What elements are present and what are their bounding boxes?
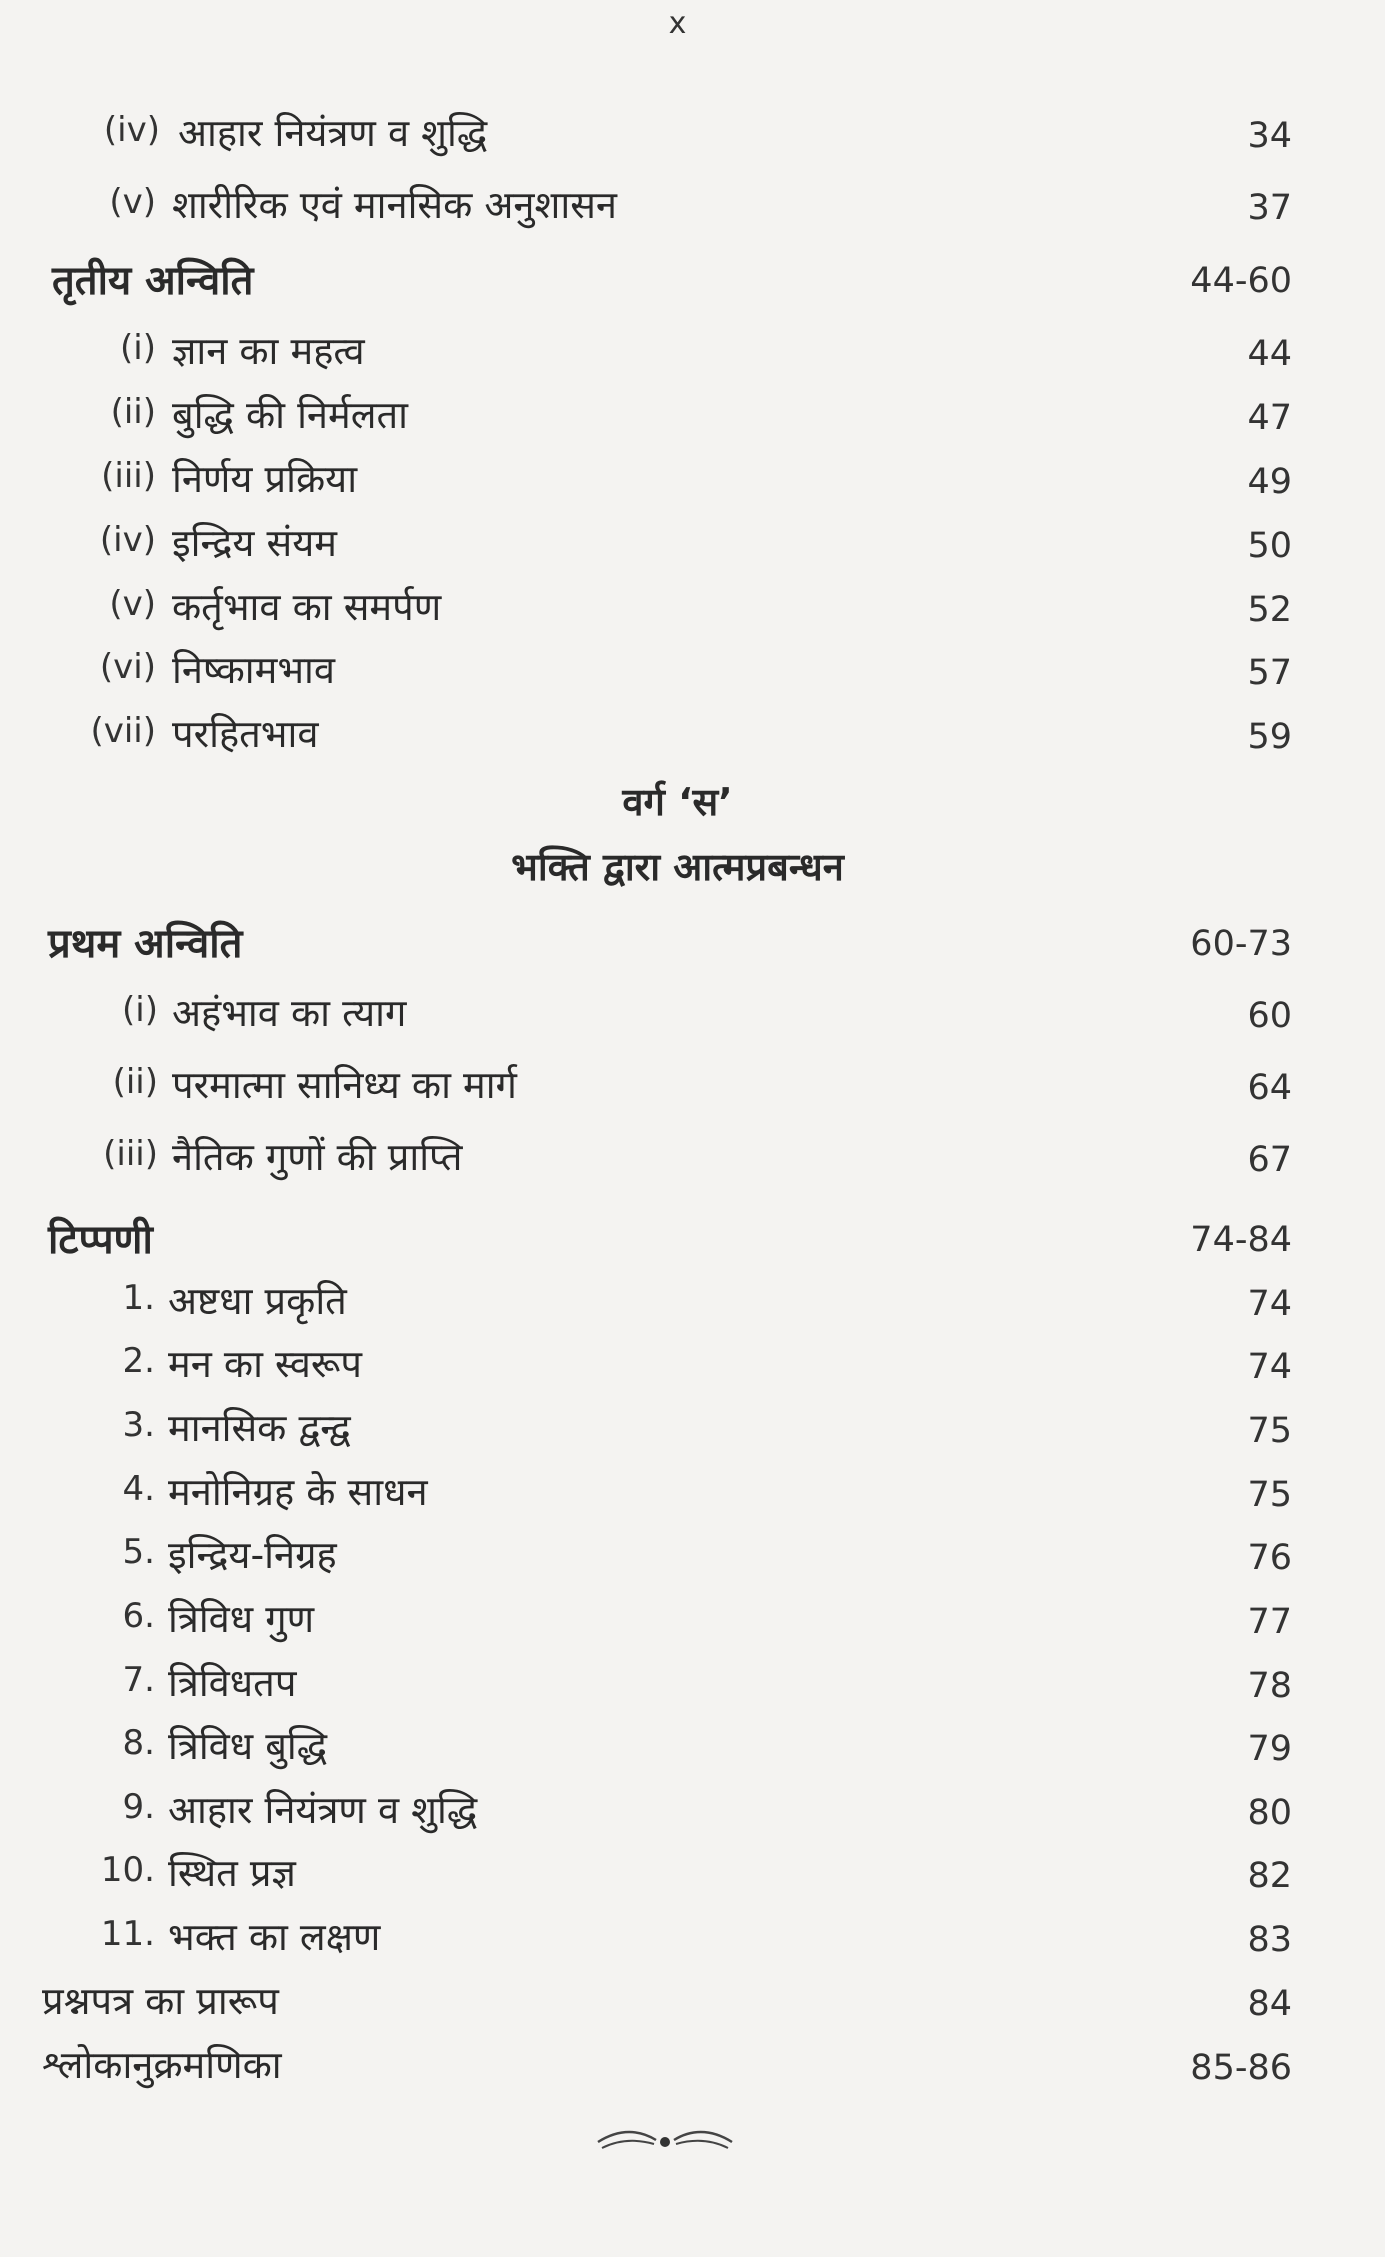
toc-entry-page: 79 (1247, 1729, 1292, 1769)
toc-entry-number: 11. (100, 1914, 155, 1954)
toc-entry-label: त्रिविधतप (168, 1661, 297, 1705)
toc-entry-label: इन्द्रिय-निग्रह (168, 1533, 337, 1577)
toc-entry-number: 4. (122, 1469, 155, 1509)
toc-entry-number: (i) (122, 990, 158, 1030)
toc-entry-page: 34 (1247, 116, 1292, 156)
toc-section-heading (0, 1204, 1385, 1264)
toc-entry-label: परमात्मा सानिध्य का मार्ग (172, 1063, 517, 1107)
toc-entry-label: स्थित प्रज्ञ (168, 1851, 296, 1895)
toc-entry-page: 76 (1247, 1538, 1292, 1578)
toc-entry-number: (i) (120, 328, 156, 368)
toc-entry (0, 1840, 1385, 1900)
toc-entry-label: त्रिविध गुण (168, 1597, 315, 1641)
toc-entry (0, 100, 1385, 160)
toc-entry-number: (iii) (103, 1134, 158, 1174)
ornament-icon (590, 2122, 740, 2158)
toc-entry (0, 1904, 1385, 1964)
toc-section-heading (0, 245, 1385, 305)
toc-entry (0, 1777, 1385, 1837)
toc-entry (0, 1124, 1385, 1184)
toc-entry-label: मनोनिग्रह के साधन (168, 1470, 428, 1514)
toc-entry-label: प्रश्नपत्र का प्रारूप (42, 1979, 279, 2023)
toc-entry (0, 2032, 1385, 2092)
toc-entry-page: 84 (1247, 1984, 1292, 2024)
toc-entry-number: 6. (122, 1596, 155, 1636)
toc-entry-number: 7. (122, 1660, 155, 1700)
toc-entry (0, 1395, 1385, 1455)
toc-entry-label: मानसिक द्वन्द्व (168, 1406, 351, 1450)
toc-entry (0, 446, 1385, 506)
toc-entry-number: (iii) (101, 456, 156, 496)
toc-entry-label: शारीरिक एवं मानसिक अनुशासन (172, 183, 617, 227)
toc-entry-number: 2. (122, 1341, 155, 1381)
toc-entry-page: 60 (1247, 996, 1292, 1036)
toc-entry-number: (iv) (103, 110, 160, 150)
toc-entry (0, 1968, 1385, 2028)
toc-entry-page: 82 (1247, 1856, 1292, 1896)
toc-entry (0, 318, 1385, 378)
toc-entry-page: 44 (1247, 334, 1292, 374)
toc-entry-page: 74 (1247, 1284, 1292, 1324)
toc-entry-page: 52 (1247, 590, 1292, 630)
toc-entry (0, 1268, 1385, 1328)
toc-entry-page: 50 (1247, 526, 1292, 566)
toc-entry-label: श्लोकानुक्रमणिका (42, 2043, 282, 2087)
toc-entry-page: 57 (1247, 653, 1292, 693)
toc-entry (0, 980, 1385, 1040)
toc-entry-number: (ii) (112, 1062, 158, 1102)
toc-entry-page: 60-73 (1190, 924, 1292, 964)
toc-entry-number: 3. (122, 1405, 155, 1445)
toc-entry (0, 1650, 1385, 1710)
toc-entry-label: नैतिक गुणों की प्राप्ति (172, 1135, 463, 1179)
toc-entry (0, 637, 1385, 697)
toc-entry-number: (v) (109, 182, 156, 222)
toc-entry-label: अष्टधा प्रकृति (168, 1279, 347, 1323)
toc-entry-page: 75 (1247, 1411, 1292, 1451)
toc-entry-page: 77 (1247, 1602, 1292, 1642)
toc-entry-page: 44-60 (1190, 261, 1292, 301)
toc-entry (0, 1522, 1385, 1582)
toc-entry (0, 701, 1385, 761)
toc-entry-page: 80 (1247, 1793, 1292, 1833)
toc-entry (0, 382, 1385, 442)
toc-entry (0, 172, 1385, 232)
toc-entry-page: 49 (1247, 462, 1292, 502)
toc-entry-number: (vii) (90, 711, 156, 751)
toc-entry-page: 74-84 (1190, 1220, 1292, 1260)
toc-entry-label: कर्तृभाव का समर्पण (172, 585, 442, 629)
toc-entry (0, 1586, 1385, 1646)
section-title: वर्ग ‘स’ (622, 780, 733, 824)
toc-entry (0, 1459, 1385, 1519)
toc-section-heading (0, 908, 1385, 968)
toc-entry-label: अहंभाव का त्याग (172, 991, 407, 1035)
toc-entry-label: टिप्पणी (48, 1217, 153, 1263)
toc-entry-number: 5. (122, 1532, 155, 1572)
toc-entry-number: (v) (109, 584, 156, 624)
toc-entry-number: 8. (122, 1723, 155, 1763)
toc-entry-number: 10. (100, 1850, 155, 1890)
toc-entry-label: आहार नियंत्रण व शुद्धि (178, 111, 488, 155)
toc-entry (0, 1052, 1385, 1112)
toc-entry-page: 74 (1247, 1347, 1292, 1387)
toc-entry (0, 1331, 1385, 1391)
toc-entry-page: 37 (1247, 188, 1292, 228)
toc-entry-label: तृतीय अन्विति (52, 258, 254, 304)
toc-entry-page: 59 (1247, 717, 1292, 757)
toc-entry-label: मन का स्वरूप (168, 1342, 363, 1386)
toc-entry-page: 47 (1247, 398, 1292, 438)
toc-entry-label: परहितभाव (172, 712, 319, 756)
page-number: x (668, 6, 687, 41)
toc-entry-number: (iv) (99, 520, 156, 560)
toc-entry-label: इन्द्रिय संयम (172, 521, 337, 565)
toc-entry-label: निर्णय प्रक्रिया (172, 457, 358, 501)
toc-entry-label: बुद्धि की निर्मलता (172, 393, 409, 437)
toc-entry-page: 67 (1247, 1140, 1292, 1180)
toc-entry-label: ज्ञान का महत्व (172, 329, 365, 373)
toc-entry-page: 85-86 (1190, 2048, 1292, 2088)
toc-entry-number: 9. (122, 1787, 155, 1827)
toc-entry-page: 83 (1247, 1920, 1292, 1960)
toc-entry-number: (ii) (110, 392, 156, 432)
toc-entry-number: (vi) (99, 647, 156, 687)
toc-entry-label: भक्त का लक्षण (168, 1915, 381, 1959)
toc-entry-label: आहार नियंत्रण व शुद्धि (168, 1788, 478, 1832)
toc-entry-page: 64 (1247, 1068, 1292, 1108)
toc-entry (0, 574, 1385, 634)
toc-entry-label: त्रिविध बुद्धि (168, 1724, 328, 1768)
toc-entry-page: 78 (1247, 1666, 1292, 1706)
toc-entry (0, 1713, 1385, 1773)
toc-entry-label: निष्कामभाव (172, 648, 336, 692)
section-subtitle: भक्ति द्वारा आत्मप्रबन्धन (511, 845, 844, 889)
toc-entry-number: 1. (122, 1278, 155, 1318)
toc-entry-page: 75 (1247, 1475, 1292, 1515)
toc-entry (0, 510, 1385, 570)
toc-entry-label: प्रथम अन्विति (48, 921, 243, 967)
